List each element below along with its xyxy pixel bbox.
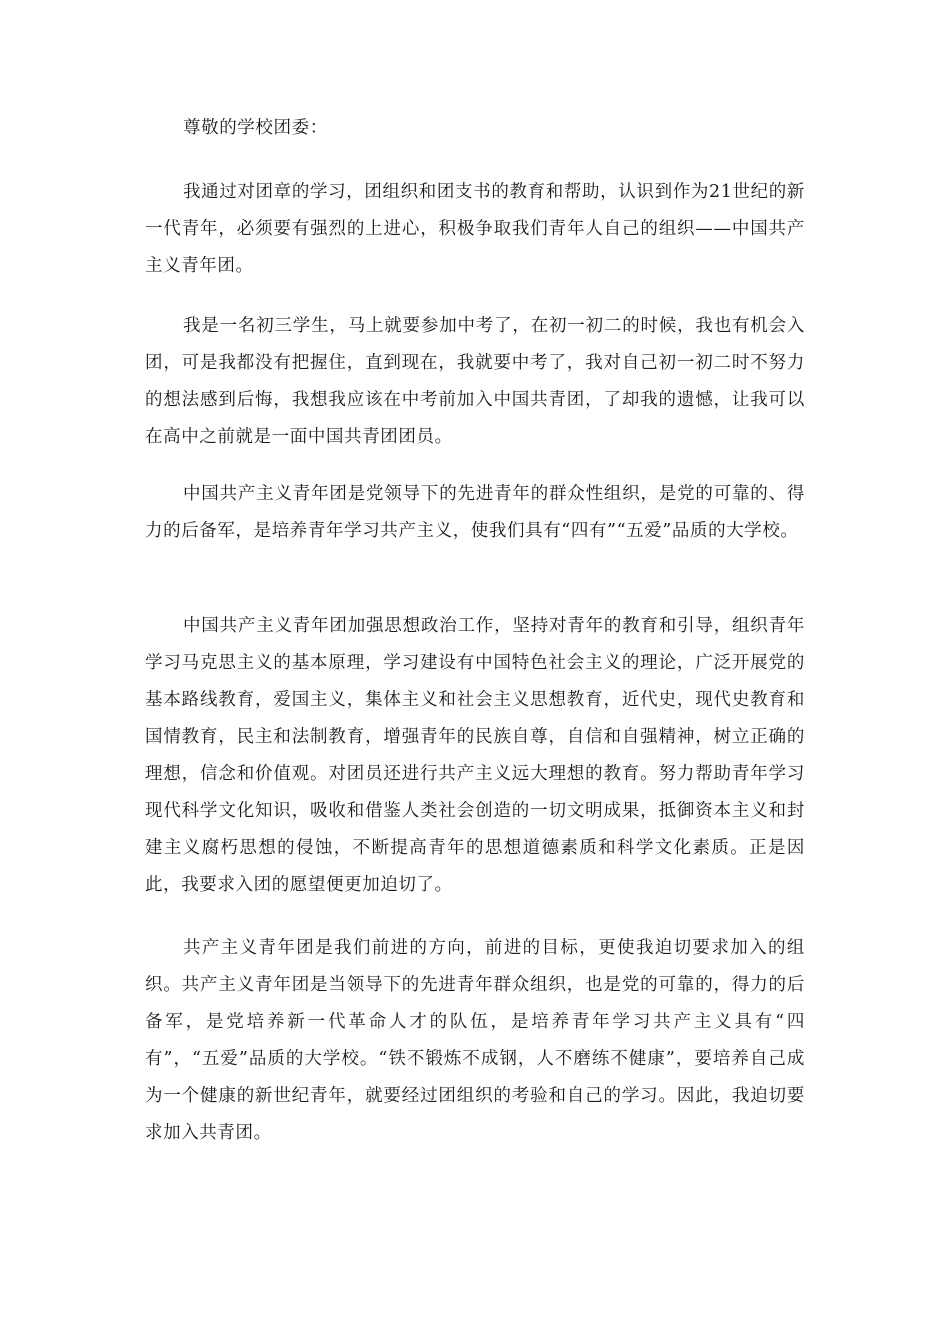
paragraph-5: 共产主义青年团是我们前进的方向，前进的目标，更使我迫切要求加入的组织。共产主义青年团是当领导下的先进青年群众组织，也是党的可靠的，得力的后备军，是党培养新一代革命人才的队伍，是培养青年学习共产主义具有“四有”，“五爱”品质的大学校。“铁不锻炼不成钢，人不磨练不健康”，要培养自己成为一个健康的新世纪青年，就要经过团组织的考验和自己的学习。因此，我迫切要求加入共青团。 <box>145 938 805 1143</box>
paragraph-3: 中国共产主义青年团是党领导下的先进青年的群众性组织，是党的可靠的、得力的后备军，是培养青年学习共产主义，使我们具有“四有”“五爱”品质的大学校。 <box>145 484 805 541</box>
paragraph-4: 中国共产主义青年团加强思想政治工作，坚持对青年的教育和引导，组织青年学习马克思主义的基本原理，学习建设有中国特色社会主义的理论，广泛开展党的基本路线教育，爱国主义，集体主义和社会主义思想教育，近代史，现代史教育和国情教育，民主和法制教育，增强青年的民族自尊，自信和自强精神，树立正确的理想，信念和价值观。对团员还进行共产主义远大理想的教育。努力帮助青年学习现代科学文化知识，吸收和借鉴人类社会创造的一切文明成果，抵御资本主义和封建主义腐朽思想的侵蚀，不断提高青年的思想道德素质和科学文化素质。正是因此，我要求入团的愿望便更加迫切了。 <box>145 616 805 895</box>
paragraph-1: 我通过对团章的学习，团组织和团支书的教育和帮助，认识到作为21世纪的新一代青年，必须要有强烈的上进心，积极争取我们青年人自己的组织——中国共产主义青年团。 <box>145 182 805 276</box>
salutation: 尊敬的学校团委： <box>183 118 328 138</box>
paragraph-2: 我是一名初三学生，马上就要参加中考了，在初一初二的时候，我也有机会入团，可是我都没有把握住，直到现在，我就要中考了，我对自己初一初二时不努力的想法感到后悔，我想我应该在中考前加入中国共青团，了却我的遗憾，让我可以在高中之前就是一面中国共青团团员。 <box>145 316 805 447</box>
